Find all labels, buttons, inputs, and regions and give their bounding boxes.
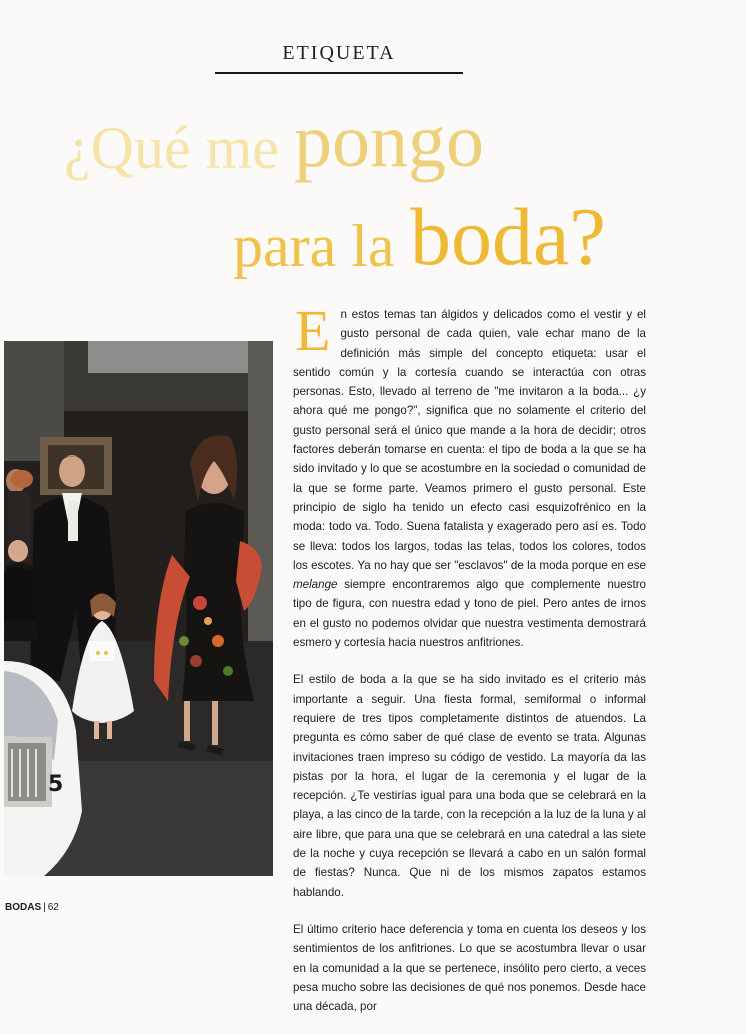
paragraph-1-lead: n estos temas tan álgidos y delicados como el vestir y el gusto personal de cada quien, vale echar mano de la definición más simple del concepto etiqueta: usar el sentido común y la cortesía cuando se interactúa con otras personas. Esto, llevado al terreno de "me invitaron a la boda... ¿y ahora qué me pongo?", significa que no solamente el criterio del gusto personal será el único que mande a la hora de decidir; otros factores deberán tomarse en cuenta: el tipo de boda a la que se ha sido invitado y lo que se acostumbre en la sociedad o comunidad de la que se forme parte. Veamos primero el gusto personal. Este principio de siglo ha tenido un efecto casi esquizofrénico en la moda: todo va. Todo. Suena fatalista y exagerado pero así es. Todo se lleva: todos los largos, todas las telas, todos los colores, todos los escotes. Ya no hay que ser "esclavos" de la moda porque en ese — [293, 308, 646, 572]
footer-separator: | — [43, 902, 46, 913]
paragraph-1-emphasis: melange — [293, 578, 338, 592]
car-number: 5 — [48, 772, 64, 797]
headline-line2-part1: para la — [233, 213, 395, 279]
wedding-guests-photo — [4, 341, 273, 876]
headline-line1-part1: ¿Qué me — [64, 115, 279, 181]
article-paragraph-1 — [293, 298, 646, 652]
article-paragraph-2: El estilo de boda a la que se ha sido invitado es el criterio más importante a seguir. Una fiesta formal, semiformal o informal requiere de tres tipos completamente distintos de atuendos. La pregunta es cómo saber de qué clase de evento se trata. Algunas invitaciones traen impreso su código de vestido. La mayoría da las pistas por la hora, el lugar de la ceremonia y el lugar de la recepción. ¿Te vestirías igual para una boda que se celebrará en la playa, a las cinco de la tarde, con la recepción a la luz de la luna y al aire libre, que para una que se celebrará en una catedral a las siete de la noche y cuya recepción se llevará a cabo en un salón formal de fiestas? Nunca. Que ni de los mismos zapatos estamos hablando. — [293, 673, 646, 899]
page-number: 62 — [47, 902, 59, 913]
page-footer — [5, 902, 59, 913]
headline-line1-part2: pongo — [294, 99, 484, 183]
article-body — [293, 298, 646, 1034]
footer-brand: BODAS — [5, 902, 42, 913]
section-rule — [215, 72, 463, 74]
paragraph-1-tail: siempre encontraremos algo que complemente nuestro tipo de figura, con nuestra edad y tono de piel. Pero antes de irnos en el gusto no podemos olvidar que nuestra vestimenta demostrará esmero y cortesía hacia nuestros anfitriones. — [293, 578, 646, 650]
article-paragraph-3: El último criterio hace deferencia y toma en cuenta los deseos y los sentimientos de los anfitriones. Lo que se acostumbra llevar o usar en la comunidad a la que se pertenece, insólito pero cierto, a veces pesa mucho sobre las decisiones de qué nos ponemos. Desde hace una década, por — [293, 922, 646, 1014]
drop-cap: E — [295, 298, 331, 363]
headline-line2-part2: boda? — [410, 191, 606, 282]
section-label: ETIQUETA — [282, 42, 396, 64]
